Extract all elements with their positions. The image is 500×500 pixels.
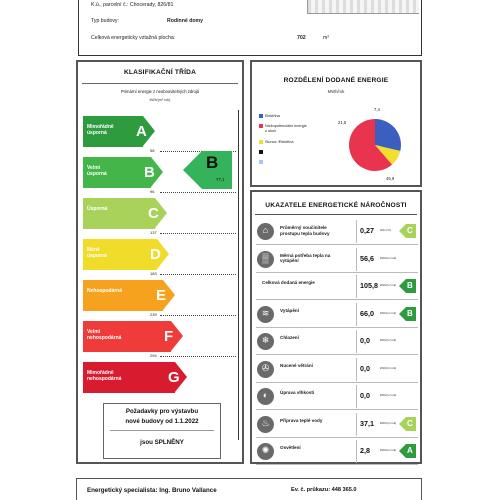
legend-label-cont: z okolí: [265, 129, 276, 133]
indicator-name: [262, 280, 315, 286]
class-threshold: 96: [150, 189, 155, 194]
classification-subtitle: Primární energie z neobnovitelných zdrojů: [120, 89, 200, 94]
indicator-icon-glyph: ✇: [261, 362, 270, 373]
threshold-line: [160, 233, 236, 234]
legend-swatch: [259, 124, 263, 128]
indicator-value: 0,0: [360, 391, 370, 400]
class-bar-letter: C: [148, 205, 159, 222]
class-bar-label: Velmi: [87, 165, 101, 171]
indicator-row: [256, 246, 418, 273]
indicator-class-badge: [401, 279, 416, 293]
pie-label-nizkopotencialni: 45,9: [386, 176, 395, 181]
indicator-name-line1: Příprava teplé vody: [280, 417, 323, 423]
scale-rule: [238, 110, 239, 440]
class-bar-label: Méně: [87, 247, 100, 253]
class-threshold: 58: [150, 148, 155, 153]
class-bar-letter: B: [144, 164, 155, 181]
indicator-icon-glyph: ≋: [261, 307, 270, 318]
requirements-line1: Požadavky pro výstavbu: [125, 408, 199, 415]
class-bar-label2: úsporná: [87, 130, 107, 136]
indicator-value: 0,0: [360, 363, 370, 373]
legend-item: [259, 140, 294, 144]
indicator-name-line1: Chlazení: [280, 335, 299, 340]
indicator-row: [256, 383, 418, 410]
threshold-line: [160, 192, 236, 193]
indicator-row: [256, 273, 418, 300]
legend-item: [259, 124, 307, 128]
indicator-value: 56,6: [360, 253, 374, 263]
indicator-name-line1: Úprava vlhkosti: [280, 390, 315, 395]
legend-swatch: [259, 160, 263, 164]
indicator-separator: [356, 385, 357, 408]
area-label: Celková energeticky vztažná plocha:: [91, 35, 176, 41]
badge-letter: A: [407, 446, 413, 455]
class-bar-label: Úsporná: [87, 206, 108, 212]
badge-letter: B: [407, 281, 413, 290]
building-photo: [307, 0, 419, 14]
distribution-unit: MWh/rok: [327, 89, 345, 94]
indicator-icon-glyph: ✺: [261, 445, 270, 455]
footer: [76, 478, 422, 500]
indicator-name: [280, 335, 299, 341]
class-bar-label2: úsporná: [87, 171, 107, 177]
indicator-name: [280, 253, 330, 264]
badge-arrow: [399, 444, 406, 458]
indicator-name-line1: Měrná potřeba tepla na: [280, 252, 331, 258]
indicator-unit: kWh/(m².rok): [380, 448, 397, 452]
indicators-title: UKAZATELE ENERGETICKÉ NÁROČNOSTI: [265, 202, 407, 209]
pie-label-elektrina: 21,5: [338, 120, 347, 125]
badge-arrow: [399, 307, 406, 321]
indicator-class-badge: [401, 224, 416, 238]
requirements-result: jsou SPLNĚNY: [140, 439, 184, 446]
indicator-unit: kWh/(m².rok): [380, 310, 397, 315]
certificate-number: Ev. č. průkazu: 448 365.0: [291, 487, 357, 493]
indicator-separator: [356, 275, 357, 298]
indicator-name-line1: Osvětlení: [280, 445, 301, 450]
marker-arrow: [183, 151, 202, 189]
class-bar-label2: úsporná: [87, 253, 107, 259]
class-bar-body: [83, 280, 163, 311]
indicator-separator: [356, 358, 357, 381]
class-bar-letter: F: [164, 328, 174, 345]
indicator-row: [256, 411, 418, 438]
indicator-separator: [356, 330, 357, 353]
indicator-icon-glyph: ⌂: [262, 225, 269, 235]
indicator-icon: [257, 443, 274, 460]
indicator-unit: kWh/(m².rok): [380, 255, 397, 260]
building-type-label: Typ budovy:: [91, 18, 119, 24]
indicator-value: 66,0: [360, 308, 374, 318]
indicator-icon: [257, 333, 274, 350]
class-threshold: 239: [150, 312, 157, 317]
indicator-class-badge: [401, 307, 416, 321]
pie-chart: [345, 115, 405, 175]
indicator-icon: [257, 416, 274, 433]
class-bar-label2: nehospodárná: [87, 335, 122, 341]
badge-arrow: [399, 279, 406, 293]
document-header: [78, 0, 422, 56]
building-type-value: Rodinné domy: [167, 18, 204, 24]
indicator-row: [256, 218, 418, 245]
legend-label: Slunce /Elektřina: [265, 140, 294, 144]
indicator-row: [256, 328, 418, 355]
classification-title: KLASIFIKAČNÍ TŘÍDA: [123, 69, 197, 76]
indicator-name-line1: Celková dodaná energie: [262, 280, 315, 285]
marker-value: 77,1: [216, 177, 225, 182]
classification-panel: [76, 60, 244, 464]
indicator-separator: [356, 440, 357, 463]
indicator-unit: kWh/(m².rok): [380, 393, 397, 397]
legend-label: Elektřina: [265, 114, 280, 118]
legend-swatch: [259, 140, 263, 144]
class-bar-letter: E: [156, 287, 167, 304]
indicator-name: [280, 225, 330, 236]
indicator-value: 0,27: [360, 226, 374, 235]
classification-unit: kWh/(m².rok): [149, 98, 171, 102]
indicator-class-badge: [401, 444, 416, 458]
class-bar-letter: G: [168, 369, 180, 386]
class-bar-label: Velmi: [87, 329, 101, 335]
indicator-icon-glyph: ▒: [262, 252, 269, 263]
cadastral-line: K.ú., parcelní č.: Chocerady, 826/81: [91, 2, 174, 8]
indicator-name: [280, 418, 322, 424]
specialist-name: Energetický specialista: Ing. Bruno Vallance: [87, 487, 217, 494]
requirements-box: [103, 403, 221, 459]
area-value: 702: [297, 35, 306, 41]
indicator-separator: [356, 248, 357, 271]
distribution-panel: [250, 60, 422, 187]
indicator-name-line2: vytápění: [280, 258, 299, 263]
legend-swatch: [259, 114, 263, 118]
legend-item: [259, 160, 265, 164]
threshold-line: [160, 356, 236, 357]
indicator-row: [256, 301, 418, 328]
indicator-separator: [356, 220, 357, 243]
class-threshold: 137: [150, 230, 157, 235]
current-class-marker: [190, 151, 233, 189]
indicator-icon: [257, 251, 274, 268]
indicator-icon: [257, 306, 274, 323]
class-bar-body: [83, 198, 155, 229]
indicator-class-badge: [401, 417, 416, 431]
legend-item: [259, 150, 265, 154]
legend-item: [259, 114, 280, 118]
class-bar-label: Mimořádně: [87, 370, 114, 376]
indicator-row: [256, 438, 418, 465]
indicators-panel: [250, 190, 422, 464]
requirements-line2: nové budovy od 1.1.2022: [125, 418, 199, 425]
badge-letter: C: [407, 418, 413, 428]
badge-letter: B: [407, 308, 413, 318]
indicator-icon-glyph: ❄: [261, 335, 270, 345]
requirements-separator: [110, 430, 214, 431]
indicator-name-line1: Nucené větrání: [280, 362, 313, 368]
indicator-row: [256, 356, 418, 383]
marker-letter: B: [206, 153, 219, 172]
badge-arrow: [399, 224, 406, 238]
class-bar-letter: A: [136, 123, 147, 140]
area-unit: m²: [323, 35, 330, 41]
indicator-unit: W/(m².K): [380, 228, 392, 232]
indicator-name-line1: Průměrný součinitele: [280, 225, 327, 230]
legend-swatch: [259, 150, 263, 154]
indicator-name-line1: Vytápění: [280, 307, 299, 313]
class-threshold: 183: [150, 271, 157, 276]
class-bar-label: Nehospodárná: [87, 288, 123, 294]
indicator-unit: kWh/(m².rok): [380, 338, 397, 342]
indicator-value: 105,8: [360, 281, 378, 290]
indicator-icon: [257, 361, 274, 378]
indicators-divider: [255, 214, 417, 215]
indicator-unit: kWh/(m².rok): [380, 420, 397, 425]
indicator-icon-glyph: ◐: [262, 390, 269, 400]
pie-label-slunce: 7,4: [374, 107, 380, 112]
indicator-value: 0,0: [360, 336, 370, 345]
threshold-line: [160, 315, 236, 316]
threshold-line: [160, 274, 236, 275]
indicator-icon-glyph: ♨: [261, 417, 270, 428]
badge-arrow: [399, 417, 406, 431]
indicator-name: [280, 308, 299, 314]
indicator-unit: kWh/(m².rok): [380, 365, 397, 370]
indicator-name-line2: prostupu tepla budovy: [280, 230, 330, 236]
indicator-value: 2,8: [360, 446, 370, 455]
indicator-value: 37,1: [360, 418, 374, 428]
legend-label: Nízkopotenciální energie: [265, 124, 307, 128]
badge-letter: C: [407, 226, 413, 235]
class-bar-label2: nehospodárná: [87, 376, 122, 382]
indicator-icon: [257, 388, 274, 405]
indicator-name: [280, 390, 314, 396]
classification-divider: [82, 83, 238, 84]
distribution-title: ROZDĚLENÍ DODANÉ ENERGIE: [283, 77, 389, 84]
indicator-separator: [356, 413, 357, 436]
indicator-icon: [257, 223, 274, 240]
class-bar-label: Mimořádně: [87, 124, 114, 130]
indicator-name: [280, 445, 301, 451]
class-threshold: 294: [150, 353, 157, 358]
indicator-unit: kWh/(m².rok): [380, 283, 397, 287]
class-bar-letter: D: [150, 246, 161, 263]
indicator-separator: [356, 303, 357, 326]
indicator-name: [280, 363, 313, 369]
